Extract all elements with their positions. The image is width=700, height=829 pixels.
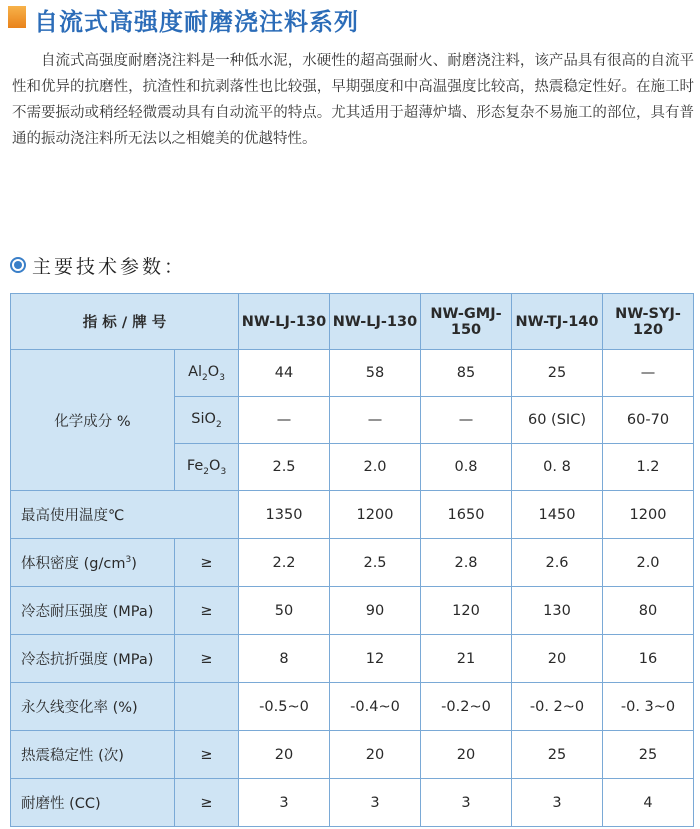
row-label: 冷态抗折强度 (MPa) [11,635,175,683]
section-heading [10,250,186,280]
table-cell: 21 [421,635,512,683]
table-row [11,635,694,683]
table-cell: 1.2 [603,444,694,491]
table-row [11,731,694,779]
table-cell: 90 [330,587,421,635]
table-cell: 120 [421,587,512,635]
page-title: 自流式高强度耐磨浇注料系列 [34,8,359,36]
table-cell: 44 [239,350,330,397]
row-label: 最高使用温度℃ [11,491,239,539]
table-cell: 2.5 [239,444,330,491]
brand-header: NW-LJ-130 [330,294,421,350]
table-cell: 1200 [603,491,694,539]
table-cell: 58 [330,350,421,397]
brand-header: NW-GMJ-150 [421,294,512,350]
table-header-row [11,294,694,350]
table-cell: -0.5~0 [239,683,330,731]
table-cell: 4 [603,779,694,827]
table-cell: 50 [239,587,330,635]
chem-formula: $Fe_2O_3$ [175,444,239,491]
table-cell: — [603,350,694,397]
table-cell: 85 [421,350,512,397]
row-condition: ≥ [175,731,239,779]
table-row [11,779,694,827]
table-cell: 1650 [421,491,512,539]
table-cell: 3 [512,779,603,827]
header-label: 指 标 / 牌 号 [11,294,239,350]
table-cell: 20 [421,731,512,779]
table-cell: 3 [330,779,421,827]
table-cell: 80 [603,587,694,635]
table-cell: -0.2~0 [421,683,512,731]
chem-label: 化学成分 % [11,350,175,491]
table-cell: 1350 [239,491,330,539]
table-cell: -0. 2~0 [512,683,603,731]
table-cell: 25 [512,731,603,779]
table-row [11,350,694,397]
table-cell: 2.0 [603,539,694,587]
table-cell: 2.0 [330,444,421,491]
title-bar [0,0,700,40]
table-cell: 20 [239,731,330,779]
chem-formula: SiO$_2$ [175,397,239,444]
table-row [11,491,694,539]
table-cell: 8 [239,635,330,683]
brand-header: NW-SYJ-120 [603,294,694,350]
table-cell: — [239,397,330,444]
table-cell: — [330,397,421,444]
table-cell: 3 [239,779,330,827]
table-cell: 16 [603,635,694,683]
table-row [11,539,694,587]
title-square-icon [8,6,26,28]
circle-bullet-icon [10,257,26,273]
table-cell: — [421,397,512,444]
table-cell: 0.8 [421,444,512,491]
table-cell: 60-70 [603,397,694,444]
row-condition: ≥ [175,539,239,587]
table-cell: 130 [512,587,603,635]
row-condition: ≥ [175,587,239,635]
row-label: 永久线变化率 (%) [11,683,175,731]
intro-paragraph: 自流式高强度耐磨浇注料是一种低水泥，水硬性的超高强耐火、耐磨浇注料，该产品具有很高的自流平性和优异的抗磨性，抗渣性和抗剥落性也比较强，早期强度和中高温强度比较高，热震稳定性好。在施工时不需要振动或稍经轻微震动具有自动流平的特点。尤其适用于超薄炉墙、形态复杂不易施工的部位，具有普通的振动浇注料所无法以之相媲美的优越特性。 [12,53,694,147]
table-row [11,587,694,635]
table-cell: 3 [421,779,512,827]
table-cell: 2.2 [239,539,330,587]
table-cell: 1450 [512,491,603,539]
row-label: 冷态耐压强度 (MPa) [11,587,175,635]
table-cell: 1200 [330,491,421,539]
chem-formula: $Al_2O_3$ [175,350,239,397]
table-cell: 2.5 [330,539,421,587]
table-cell: 20 [330,731,421,779]
table-cell: 25 [512,350,603,397]
row-condition: ≥ [175,635,239,683]
section-title: 主要技术参数： [32,255,187,278]
table-row [11,683,694,731]
table-cell: 0. 8 [512,444,603,491]
table-cell: 2.8 [421,539,512,587]
table-cell: 25 [603,731,694,779]
row-label: 热震稳定性 (次) [11,731,175,779]
table-cell: 12 [330,635,421,683]
row-condition: ≥ [175,779,239,827]
row-condition [175,683,239,731]
row-label: 体积密度 $(g/cm^3)$ [11,539,175,587]
table-cell: -0.4~0 [330,683,421,731]
table-cell: 20 [512,635,603,683]
table-cell: 60 (SIC) [512,397,603,444]
table-cell: -0. 3~0 [603,683,694,731]
row-label: 耐磨性 (CC) [11,779,175,827]
brand-header: NW-LJ-130 [239,294,330,350]
spec-table [10,293,694,827]
brand-header: NW-TJ-140 [512,294,603,350]
table-cell: 2.6 [512,539,603,587]
